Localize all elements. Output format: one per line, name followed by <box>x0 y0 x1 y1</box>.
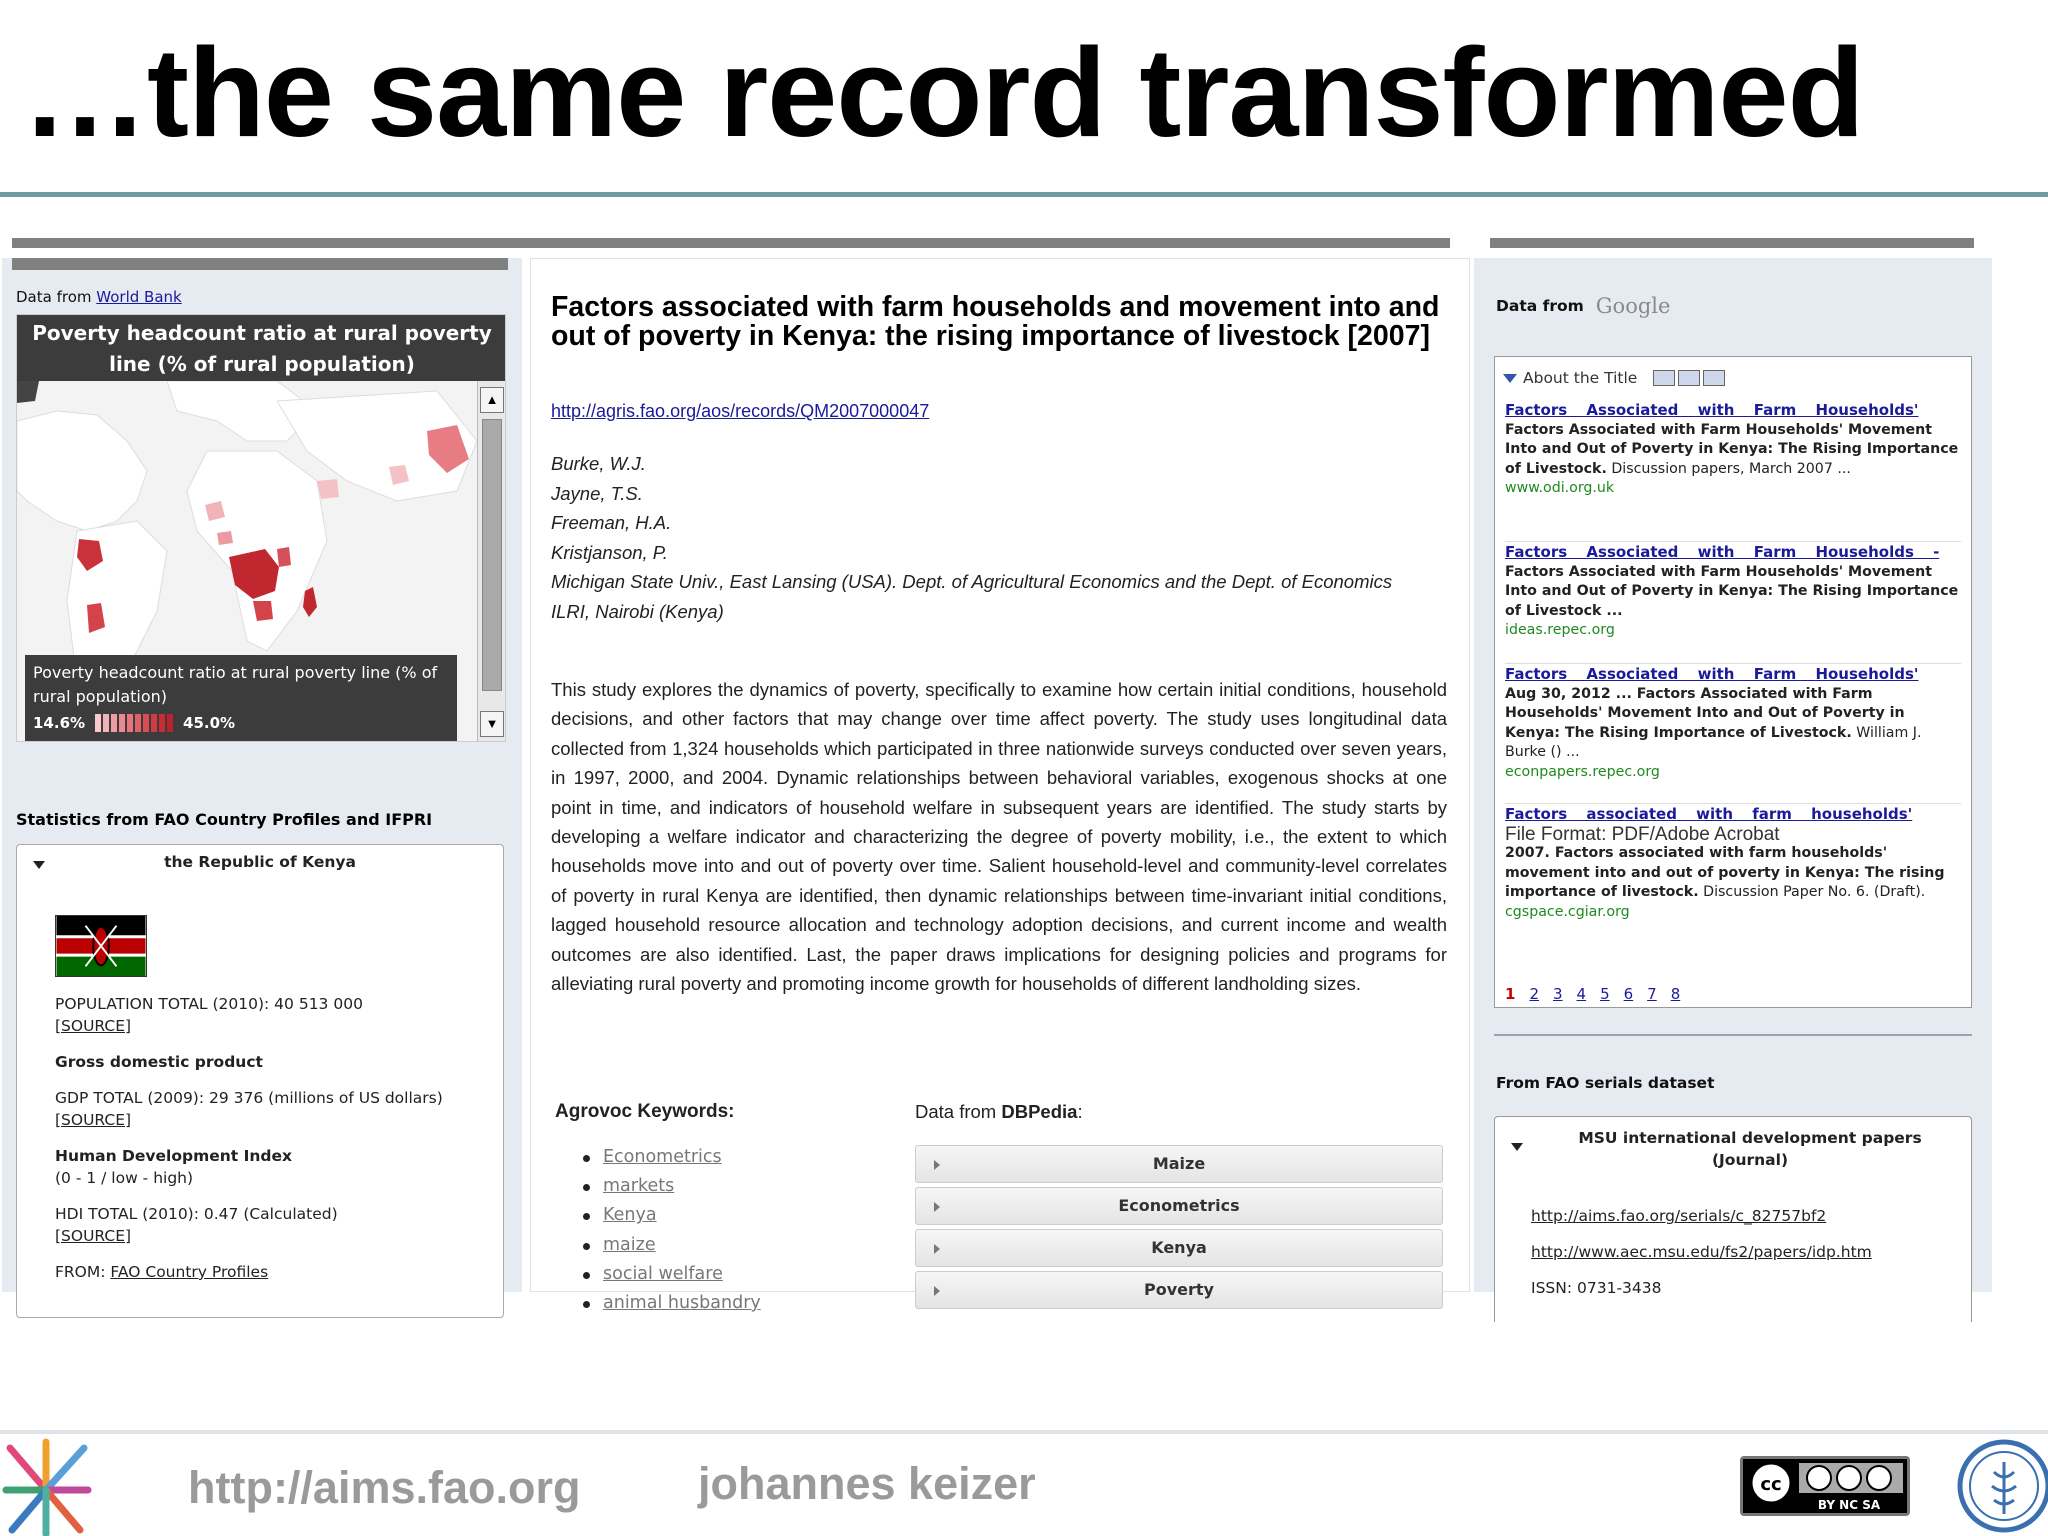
author-line: Michigan State Univ., East Lansing (USA). Dept. of Agricultural Economics and the Dept. of Economics <box>551 571 1393 592</box>
collapse-icon[interactable] <box>1503 374 1517 383</box>
list-item[interactable] <box>581 1172 761 1201</box>
keyword-link[interactable]: animal husbandry <box>603 1293 761 1314</box>
result-divider <box>1505 803 1961 804</box>
hdi-total: HDI TOTAL (2010): 0.47 (Calculated) <box>55 1205 338 1223</box>
result-site: ideas.repec.org <box>1505 622 1615 638</box>
gdp-heading: Gross domestic product <box>55 1053 263 1071</box>
scroll-up-icon[interactable]: ▲ <box>480 387 504 413</box>
dbpedia-item-label: Maize <box>1152 1154 1206 1173</box>
fao-country-profiles-link[interactable]: FAO Country Profiles <box>110 1263 269 1281</box>
result-snippet-bold: Factors Associated with Farm Households' Movement Into and Out of Poverty in Kenya: The Rising Importance of Livestock. <box>1505 421 1959 477</box>
data-from-label: Data from <box>16 288 92 306</box>
left-panel <box>2 258 522 1292</box>
cc-license-text: BY NC SA <box>1817 1498 1881 1512</box>
top-bar-left <box>12 238 1450 248</box>
about-title-header[interactable] <box>1503 369 1725 387</box>
page-link[interactable]: 3 <box>1552 985 1563 1003</box>
result-title-link[interactable]: Factors associated with farm households' <box>1505 805 1913 823</box>
google-results-box <box>1494 356 1972 1008</box>
author-line: Jayne, T.S. <box>551 482 643 504</box>
serials-title: From FAO serials dataset <box>1496 1074 1715 1092</box>
dbpedia-item-label: Poverty <box>1144 1280 1214 1299</box>
svg-text:cc: cc <box>1760 1474 1782 1495</box>
footer-author: johannes keizer <box>698 1458 1036 1509</box>
scroll-down-icon[interactable]: ▼ <box>480 711 504 737</box>
map-title: Poverty headcount ratio at rural poverty line (% of rural population) <box>17 315 506 381</box>
page-current: 1 <box>1505 985 1516 1003</box>
dbpedia-item-kenya[interactable] <box>915 1229 1443 1267</box>
author-line: ILRI, Nairobi (Kenya) <box>551 600 724 622</box>
right-panel <box>1474 258 1992 1297</box>
dbpedia-item-maize[interactable] <box>915 1145 1443 1183</box>
expand-arrow-icon <box>934 1202 940 1212</box>
list-item[interactable] <box>581 1201 761 1230</box>
map-scrollbar[interactable] <box>477 381 505 742</box>
serial-name: MSU international development papers (Journal) <box>1578 1129 1922 1169</box>
dbpedia-item-label: Kenya <box>1151 1238 1207 1257</box>
result-snippet-bold: 2007. Factors associated with farm households' movement into and out of poverty in Kenya: The rising importance of livestock. <box>1505 845 1945 900</box>
result-site: cgspace.cgiar.org <box>1505 903 1630 920</box>
worldbank-link[interactable]: World Bank <box>96 288 182 306</box>
dbpedia-title: Data from DBPedia: <box>915 1101 1083 1122</box>
page-link[interactable]: 2 <box>1529 985 1539 1003</box>
page-link[interactable]: 5 <box>1600 985 1610 1003</box>
aims-logo <box>0 1438 92 1536</box>
left-panel-bar <box>12 258 508 270</box>
dbpedia-item-label: Econometrics <box>1118 1196 1240 1215</box>
list-item[interactable] <box>581 1143 761 1172</box>
result-site: econpapers.repec.org <box>1505 763 1660 780</box>
map-legend <box>25 655 457 741</box>
search-result <box>1505 805 1961 922</box>
title-divider <box>0 192 2048 197</box>
record-url-link[interactable]: http://agris.fao.org/aos/records/QM2007000047 <box>551 401 930 421</box>
country-profile-box <box>16 844 504 1318</box>
page-link[interactable]: 6 <box>1623 985 1634 1003</box>
data-from-google <box>1496 294 1670 318</box>
page-link[interactable]: 8 <box>1670 985 1681 1003</box>
agrovoc-keyword-list <box>581 1143 761 1318</box>
expand-arrow-icon <box>934 1286 940 1296</box>
footer-divider <box>0 1430 2048 1434</box>
data-from-label: Data from <box>1496 297 1584 315</box>
keyword-link[interactable]: markets <box>603 1176 675 1197</box>
list-item[interactable] <box>581 1289 761 1318</box>
legend-min: 14.6% <box>33 714 86 732</box>
top-bar-right <box>1490 238 1974 248</box>
result-title-link[interactable]: Factors Associated with Farm Households - <box>1505 543 1940 561</box>
result-snippet-bold: Factors Associated with Farm Households' Movement Into and Out of Poverty in Kenya: The Rising Importance of Livestock ... <box>1505 563 1959 619</box>
view-triple-icon[interactable] <box>1703 370 1725 386</box>
legend-title: Poverty headcount ratio at rural poverty line (% of rural population) <box>33 663 438 706</box>
from-line <box>55 1261 485 1283</box>
result-title-link[interactable]: Factors Associated with Farm Households' <box>1505 401 1919 419</box>
cc-icon <box>1743 1459 1907 1513</box>
stats-title: Statistics from FAO Country Profiles and IFPRI <box>16 810 433 829</box>
dbpedia-item-econometrics[interactable] <box>915 1187 1443 1225</box>
expand-arrow-icon <box>934 1244 940 1254</box>
collapse-icon[interactable] <box>1511 1143 1523 1151</box>
record-screenshot <box>0 228 2048 1314</box>
gdp-total <box>55 1087 485 1131</box>
poverty-map[interactable] <box>16 314 506 742</box>
list-item[interactable] <box>581 1231 761 1260</box>
record-title: Factors associated with farm households and movement into and out of poverty in Kenya: the rising importance of livestock [2007] <box>551 291 1440 352</box>
scroll-thumb[interactable] <box>482 419 502 691</box>
slide-title: …the same record transformed <box>22 22 1864 163</box>
gdp-total-text: GDP TOTAL (2009): 29 376 (millions of US dollars) <box>55 1089 443 1107</box>
serials-box <box>1494 1116 1972 1322</box>
agrovoc-title: Agrovoc Keywords: <box>555 1101 735 1122</box>
page-link[interactable]: 4 <box>1576 985 1587 1003</box>
keyword-link[interactable]: Econometrics <box>603 1147 722 1167</box>
search-result <box>1505 543 1961 641</box>
population-total: POPULATION TOTAL (2010): 40 513 000 <box>55 995 363 1013</box>
result-snippet-bold: Aug 30, 2012 ... Factors Associated with Farm Households' Movement Into and Out of Poverty in Kenya: The Rising Importance of Livestock. <box>1505 685 1905 741</box>
section-divider <box>1494 1034 1972 1036</box>
record-abstract: This study explores the dynamics of poverty, specifically to examine how certain initial conditions, household decisions, and other factors that may change over time affect poverty. The study uses longitudinal data collected from 1,324 households which participated in three nationwide surveys conducted over seven years, in 1997, 2000, and 2004. Dynamic relationships between behavioral variables, exogenous shocks at one point in time, and indicators of household welfare in subsequent years are identified. The study starts by developing a welfare indicator and characterizing the degree of poverty mobility, i.e., the extent to which households move into and out of poverty over time. Salient household-level and community-level correlates of poverty in rural Kenya are identified, then dynamic relationships between time-invariant initial conditions, lagged household resource allocation and technology adoption decisions, and current income and wealth outcomes are also identified. Last, the paper draws implications for designing policies and programs for alleviating rural poverty and promoting income growth for households of different landholding sizes. <box>551 679 1447 995</box>
keyword-link[interactable]: social welfare <box>603 1263 723 1284</box>
keyword-link[interactable]: Kenya <box>603 1205 657 1226</box>
fao-logo <box>1954 1436 2048 1536</box>
result-snippet: William J. Burke () ... <box>1505 724 1922 760</box>
result-divider <box>1505 663 1961 664</box>
author-list <box>551 449 1451 626</box>
result-file-format: File Format: PDF/Adobe Acrobat <box>1505 823 1780 845</box>
footer-url: http://aims.fao.org <box>188 1462 581 1513</box>
about-label: About the Title <box>1523 369 1638 387</box>
dbpedia-source: DBPedia <box>1001 1101 1078 1122</box>
kenya-flag-icon <box>55 915 147 977</box>
result-snippet: Discussion Paper No. 6. (Draft). <box>1703 884 1926 900</box>
list-item[interactable] <box>581 1260 761 1289</box>
author-line: Burke, W.J. <box>551 453 646 474</box>
view-double-icon[interactable] <box>1678 370 1700 386</box>
search-result <box>1505 401 1961 499</box>
hdi-source-link[interactable]: [SOURCE] <box>55 1227 132 1245</box>
dbpedia-item-poverty[interactable] <box>915 1271 1443 1309</box>
legend-color-scale <box>95 714 173 732</box>
data-from-worldbank <box>16 288 182 306</box>
author-line: Kristjanson, P. <box>551 541 668 563</box>
view-single-icon[interactable] <box>1653 370 1675 386</box>
dbpedia-label: Data from <box>915 1101 997 1122</box>
from-label: FROM: <box>55 1263 106 1281</box>
result-site: www.odi.org.uk <box>1505 480 1615 496</box>
result-title-link[interactable]: Factors Associated with Farm Households' <box>1505 665 1919 683</box>
search-result <box>1505 665 1961 782</box>
google-logo: Google <box>1595 294 1671 318</box>
page-link[interactable]: 7 <box>1647 985 1657 1003</box>
author-line: Freeman, H.A. <box>551 512 672 533</box>
gdp-source-link[interactable]: [SOURCE] <box>55 1111 132 1129</box>
cc-license-badge <box>1740 1456 1910 1516</box>
population-source-link[interactable]: [SOURCE] <box>55 1017 132 1035</box>
legend-max: 45.0% <box>183 714 236 732</box>
country-name: the Republic of Kenya <box>164 853 356 871</box>
serial-link[interactable]: http://www.aec.msu.edu/fs2/papers/idp.htm <box>1531 1243 1872 1261</box>
hdi-scale: (0 - 1 / low - high) <box>55 1169 194 1187</box>
record-panel <box>530 258 1470 1314</box>
keyword-link[interactable]: maize <box>603 1234 656 1255</box>
hdi-heading: Human Development Index <box>55 1147 293 1165</box>
pagination <box>1505 985 1680 1003</box>
result-snippet: Discussion papers, March 2007 ... <box>1611 460 1851 477</box>
serial-issn: ISSN: 0731-3438 <box>1531 1279 1662 1297</box>
expand-arrow-icon <box>934 1160 940 1170</box>
view-mode-icons[interactable] <box>1653 370 1725 386</box>
serial-link[interactable]: http://aims.fao.org/serials/c_82757bf2 <box>1531 1207 1827 1225</box>
legend-scale-row <box>33 711 449 735</box>
result-divider <box>1505 541 1961 542</box>
